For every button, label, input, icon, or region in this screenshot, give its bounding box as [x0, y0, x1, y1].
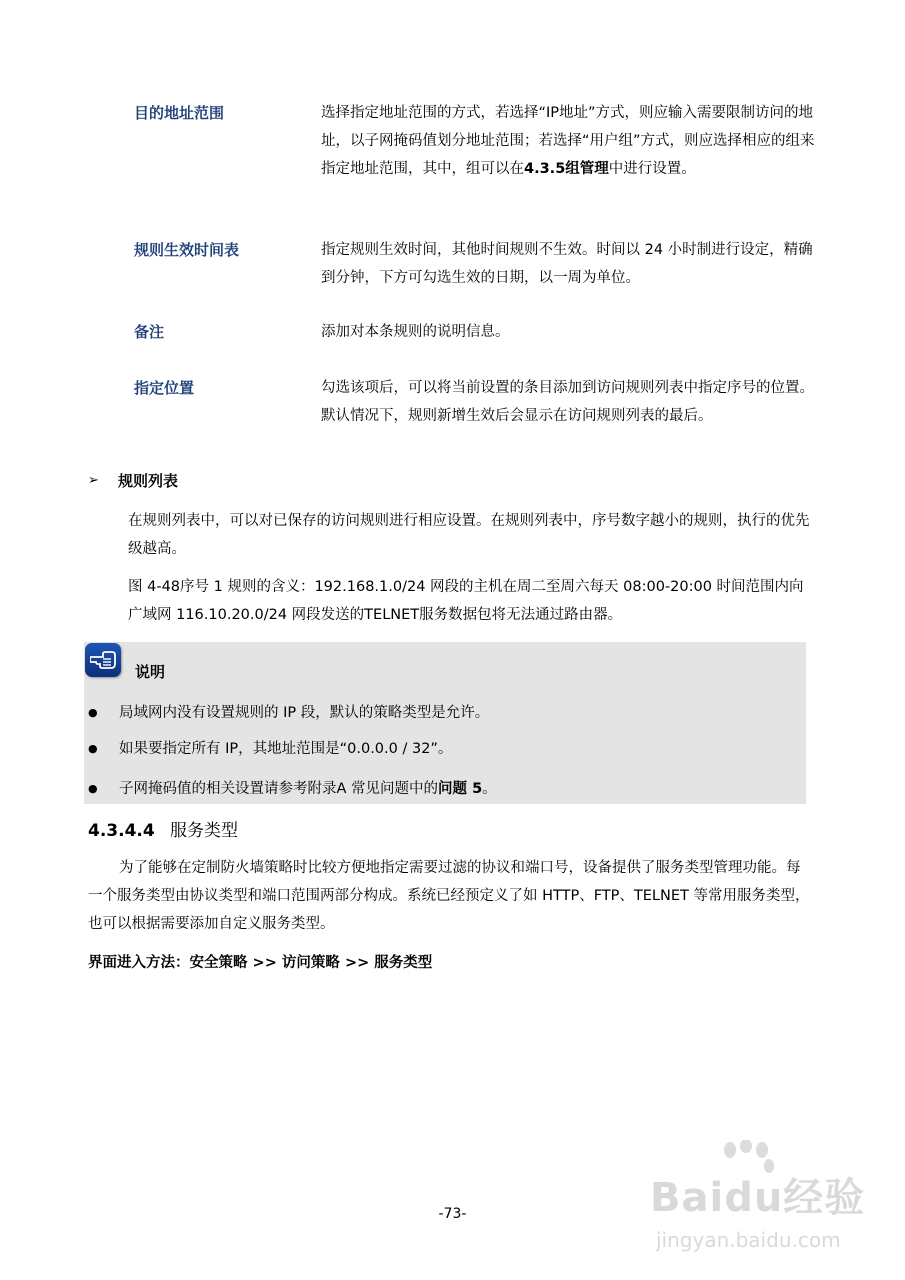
pointing-hand-icon: [85, 643, 121, 677]
section-title: 服务类型: [170, 821, 238, 841]
bullet-dot: ●: [88, 782, 98, 795]
term-destination-range: 目的地址范围: [134, 104, 225, 122]
section-number: 4.3.4.4: [88, 821, 155, 841]
note-item-text: 局域网内没有设置规则的 IP 段，默认的策略类型是允许。: [119, 705, 490, 721]
term-schedule: 规则生效时间表: [134, 241, 240, 259]
arrow-bullet-icon: ➢: [88, 473, 99, 488]
bullet-dot: ●: [88, 706, 98, 719]
term-position: 指定位置: [134, 379, 195, 397]
desc-destination-range-part1: 选择指定地址范围的方式，若选择“IP地址”方式，则应输入需要限制访问的地址，以子网掩码值划分地址范围；若选择“用户组”方式，则应选择相应的组来指定地址范围，其中，组可以在: [321, 105, 815, 177]
baidu-watermark: [650, 1140, 880, 1250]
rule-list-heading: 规则列表: [118, 472, 179, 490]
rule-meaning-paragraph: 图 4-48序号 1 规则的含义：192.168.1.0/24 网段的主机在周二至周六每天 08:00-20:00 时间范围内向广域网 116.10.20.0/24 网段发送的TELNET服务数据包将无法通过路由器。: [128, 579, 804, 623]
note-item-text: 如果要指定所有 IP，其地址范围是“0.0.0.0 / 32”。: [119, 741, 453, 757]
watermark-url: jingyan.baidu.com: [656, 1228, 841, 1252]
desc-destination-range-part3: 中进行设置。: [608, 161, 696, 177]
note-item: [88, 701, 489, 725]
note-item: [88, 737, 452, 761]
nav-path: 界面进入方法：安全策略 >> 访问策略 >> 服务类型: [88, 955, 433, 971]
page-number: -73-: [438, 1206, 467, 1222]
desc-remark: 添加对本条规则的说明信息。: [321, 324, 510, 340]
group-management-ref: 4.3.5组管理: [524, 161, 609, 177]
bullet-dot: ●: [88, 742, 98, 755]
section-heading: [88, 818, 238, 844]
watermark-logo-text: Baidu经验: [650, 1175, 866, 1221]
note-item-text: 子网掩码值的相关设置请参考附录A 常见问题中的: [119, 781, 439, 797]
note-item: [88, 777, 497, 801]
rule-list-paragraph: 在规则列表中，可以对已保存的访问规则进行相应设置。在规则列表中，序号数字越小的规则，执行的优先级越高。: [128, 513, 810, 557]
note-title: 说明: [135, 663, 166, 681]
desc-position: 勾选该项后，可以将当前设置的条目添加到访问规则列表中指定序号的位置。默认情况下，规则新增生效后会显示在访问规则列表的最后。: [321, 380, 814, 424]
note-item-text-end: 。: [482, 781, 497, 797]
term-remark: 备注: [134, 323, 165, 341]
section-body: 为了能够在定制防火墙策略时比较方便地指定需要过滤的协议和端口号，设备提供了服务类型管理功能。每一个服务类型由协议类型和端口范围两部分构成。系统已经预定义了如 HTTP、FTP、TELNET 等常用服务类型，也可以根据需要添加自定义服务类型。: [88, 860, 810, 932]
desc-schedule: 指定规则生效时间，其他时间规则不生效。时间以 24 小时制进行设定，精确到分钟，下方可勾选生效的日期，以一周为单位。: [321, 242, 813, 286]
faq-ref: 问题 5: [438, 781, 483, 797]
desc-destination-range: [321, 99, 821, 183]
